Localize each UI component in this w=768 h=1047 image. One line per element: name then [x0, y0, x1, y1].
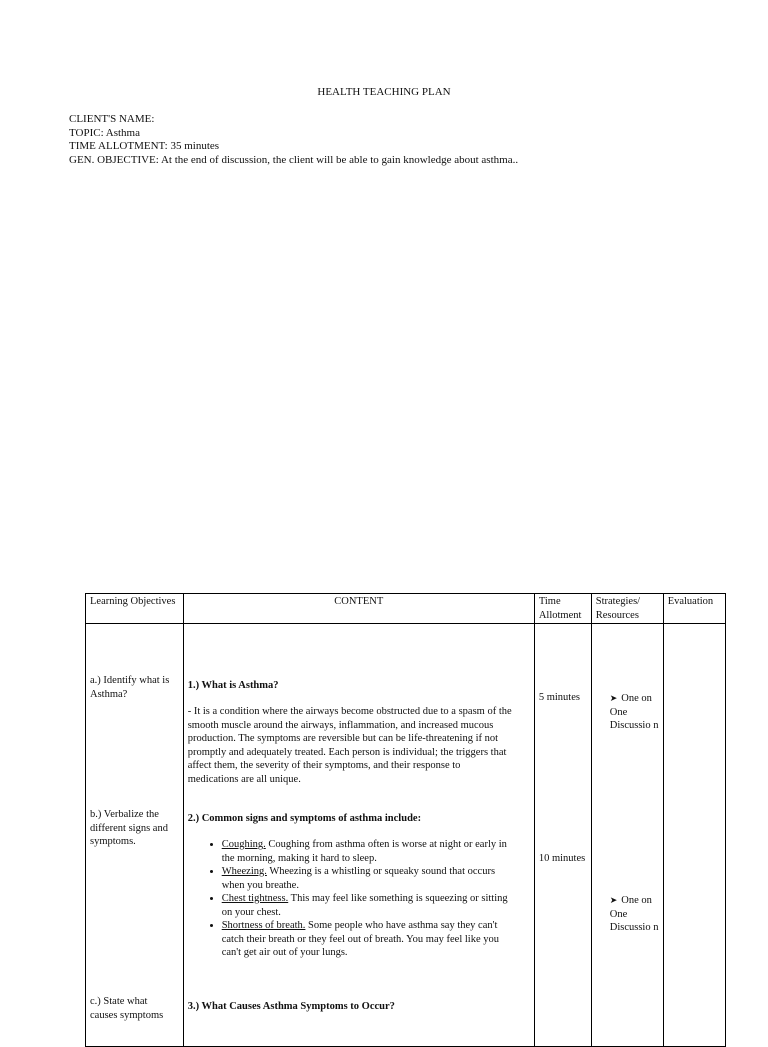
content-cell: [183, 624, 534, 1047]
section-1-heading: 1.) What is Asthma?: [187, 680, 279, 691]
objective-c: c.) State what causes symptoms: [90, 996, 164, 1021]
list-item: [222, 919, 512, 960]
list-item: [222, 865, 512, 892]
header-learning-objectives: Learning Objectives: [86, 594, 184, 624]
list-item: [222, 838, 512, 865]
header-evaluation: Evaluation: [663, 594, 725, 624]
sign-text: Coughing from asthma often is worse at night or early in the morning, making it hard to sleep.: [221, 839, 507, 864]
sign-term: Coughing.: [221, 839, 266, 850]
time-allotment-line: TIME ALLOTMENT: 35 minutes: [69, 140, 220, 152]
sign-text: Wheezing is a whistling or squeaky sound that occurs when you breathe.: [221, 866, 496, 891]
list-item: [222, 892, 512, 919]
teaching-plan-table: [85, 593, 726, 1047]
sign-text: This may feel like something is squeezing or sitting on your chest.: [221, 893, 508, 918]
table-row: [86, 624, 726, 1047]
strategy-2-text: One on One Discussio n: [609, 895, 659, 933]
plan-header: [69, 113, 709, 167]
signs-list-wrapper: [188, 838, 512, 960]
general-objective-line: GEN. OBJECTIVE: At the end of discussion, the client will be able to gain knowledge about asthma..: [69, 153, 519, 166]
sign-term: Shortness of breath.: [221, 920, 306, 931]
section-1-paragraph: - It is a condition where the airways become obstructed due to a spasm of the smooth muscle around the airways, inflammation, and increased mucous production. The symptoms are reversible but can be life-threatening if not promptly and adequately treated. Each person is individual; the triggers that affect them, the severity of their symptoms, and their response to medications are all unique.: [187, 706, 512, 785]
time-value-2: 10 minutes: [538, 853, 586, 864]
objectives-cell: [86, 624, 184, 1047]
evaluation-cell: [663, 624, 725, 1047]
signs-list: [188, 838, 512, 960]
time-cell: [534, 624, 591, 1047]
table-header-row: [86, 594, 726, 624]
section-2-heading: 2.) Common signs and symptoms of asthma include:: [187, 813, 422, 824]
topic-line: TOPIC: Asthma: [69, 126, 141, 139]
header-time-allotment: Time Allotment: [534, 594, 591, 624]
client-name-line: CLIENT'S NAME:: [69, 113, 155, 125]
time-value-1: 5 minutes: [538, 692, 580, 703]
document-title: HEALTH TEACHING PLAN: [317, 86, 451, 98]
objective-a: a.) Identify what is Asthma?: [90, 675, 170, 700]
strategy-2: [610, 894, 660, 935]
arrow-bullet-icon: ➤: [609, 895, 618, 905]
objective-b: b.) Verbalize the different signs and symptoms.: [90, 809, 168, 847]
strategy-1-text: One on One Discussio n: [609, 693, 659, 731]
sign-text: Some people who have asthma say they can't catch their breath or they feel out of breath. You may feel like you can't get air out of your lungs.: [221, 920, 499, 958]
header-strategies: Strategies/ Resources: [591, 594, 663, 624]
strategy-1: [610, 692, 660, 733]
strategies-cell: [591, 624, 663, 1047]
arrow-bullet-icon: ➤: [609, 693, 618, 703]
header-content: CONTENT: [183, 594, 534, 624]
sign-term: Wheezing.: [221, 866, 267, 877]
section-3-heading: 3.) What Causes Asthma Symptoms to Occur?: [187, 1001, 395, 1012]
sign-term: Chest tightness.: [221, 893, 289, 904]
